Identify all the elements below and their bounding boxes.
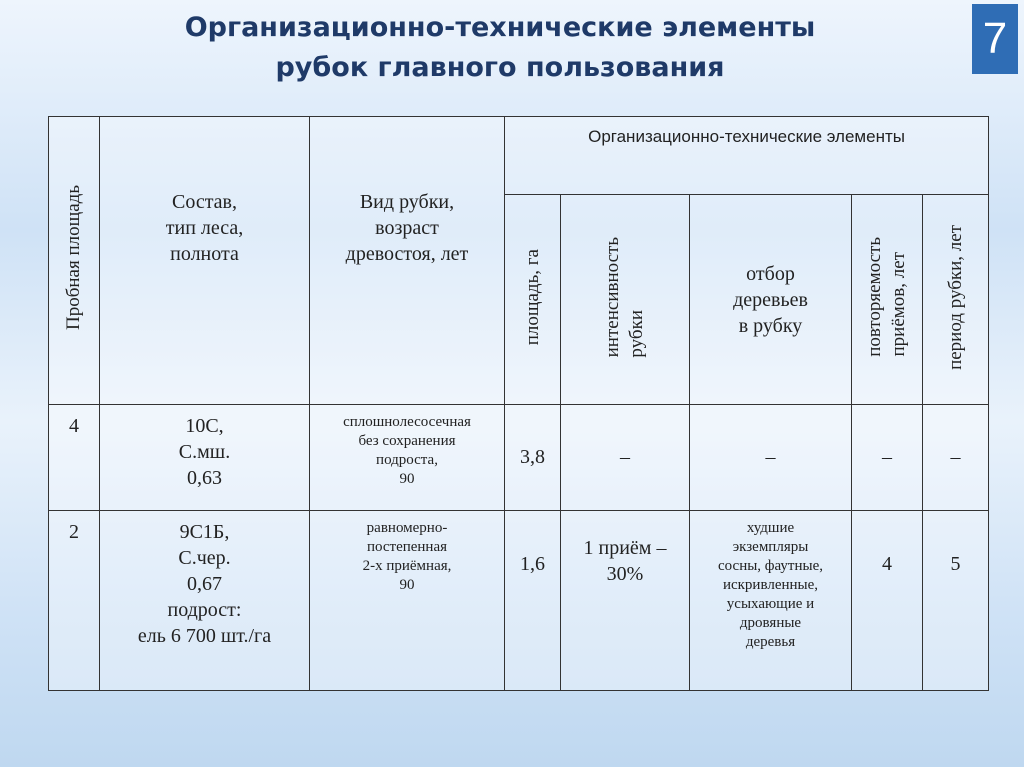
table-row: [49, 511, 989, 691]
cell-repeat: 4: [852, 511, 923, 691]
cutting-elements-table: [48, 116, 989, 691]
header-area: [505, 195, 561, 405]
cell-line: равномерно-: [366, 520, 448, 536]
cell-line: сосны, фаутные,: [718, 558, 823, 574]
cell-line: искривленные,: [722, 577, 819, 593]
header-cut-type: [310, 117, 505, 405]
header-cut-type-line: древостоя, лет: [345, 243, 469, 265]
cell-cut-type: [310, 511, 505, 691]
header-repeat: [852, 195, 923, 405]
header-period-label: период рубки, лет: [944, 224, 966, 370]
cell-intensity: –: [561, 405, 690, 511]
header-area-label: площадь, га: [521, 248, 543, 346]
cell-cut-type: [310, 405, 505, 511]
cell-line: постепенная: [366, 539, 448, 555]
header-intensity-line: интенсивность: [602, 236, 623, 358]
header-composition-line: тип леса,: [165, 217, 244, 239]
cell-period: 5: [923, 511, 989, 691]
cell-selection: –: [690, 405, 852, 511]
header-plot: [49, 117, 100, 405]
header-selection-line: отбор: [746, 262, 795, 285]
header-group: Организационно-технические элементы: [505, 117, 989, 195]
cell-intensity: [561, 511, 690, 691]
cell-area: 3,8: [505, 405, 561, 511]
cell-composition: [100, 511, 310, 691]
cell-line: подроста,: [376, 452, 438, 468]
header-selection: [690, 195, 852, 405]
cell-line: 30%: [606, 563, 644, 585]
slide-title-line2: рубок главного пользования: [275, 52, 725, 83]
cell-line: экземпляры: [732, 539, 809, 555]
cell-line: подрост:: [167, 599, 242, 621]
cell-line: 90: [399, 471, 415, 487]
header-repeat-line: приёмов, лет: [888, 252, 909, 357]
cell-composition: [100, 405, 310, 511]
header-composition-line: Состав,: [171, 191, 238, 213]
cell-area: 1,6: [505, 511, 561, 691]
cell-line: усыхающие и: [726, 596, 815, 612]
cell-line: худшие: [746, 520, 795, 536]
header-cut-type-line: возраст: [375, 217, 439, 239]
cell-line: 9С1Б,: [179, 521, 230, 543]
cell-line: 10С,: [185, 415, 224, 437]
cell-line: С.чер.: [178, 547, 231, 569]
cell-selection: [690, 511, 852, 691]
cell-repeat: –: [852, 405, 923, 511]
cell-line: дровяные: [739, 615, 802, 631]
cell-line: 0,67: [187, 573, 222, 595]
cell-line: 0,63: [187, 467, 222, 489]
header-plot-label: Пробная площадь: [63, 185, 84, 331]
cell-line: С.мш.: [178, 441, 231, 463]
header-intensity: [561, 195, 690, 405]
header-intensity-line: рубки: [626, 309, 647, 358]
header-cut-type-line: Вид рубки,: [359, 191, 455, 213]
header-composition-line: полнота: [170, 243, 239, 265]
cell-line: без сохранения: [358, 433, 456, 449]
header-composition: [100, 117, 310, 405]
header-selection-line: деревьев: [733, 288, 808, 311]
header-selection-line: в рубку: [738, 314, 803, 337]
table-row: [49, 405, 989, 511]
cell-line: сплошнолесосечная: [343, 414, 471, 430]
cell-line: ель 6 700 шт./га: [137, 625, 272, 647]
cell-plot: 2: [49, 511, 100, 691]
header-repeat-line: повторяемость: [864, 237, 885, 357]
cell-line: 2-х приёмная,: [362, 558, 452, 574]
cell-line: деревья: [745, 634, 796, 650]
header-period: [923, 195, 989, 405]
slide-title-line1: Организационно-технические элементы: [184, 12, 816, 43]
cell-line: 1 приём –: [583, 537, 667, 559]
slide-number-badge: 7: [972, 4, 1018, 74]
cell-plot: 4: [49, 405, 100, 511]
cell-line: 90: [399, 577, 415, 593]
cell-period: –: [923, 405, 989, 511]
